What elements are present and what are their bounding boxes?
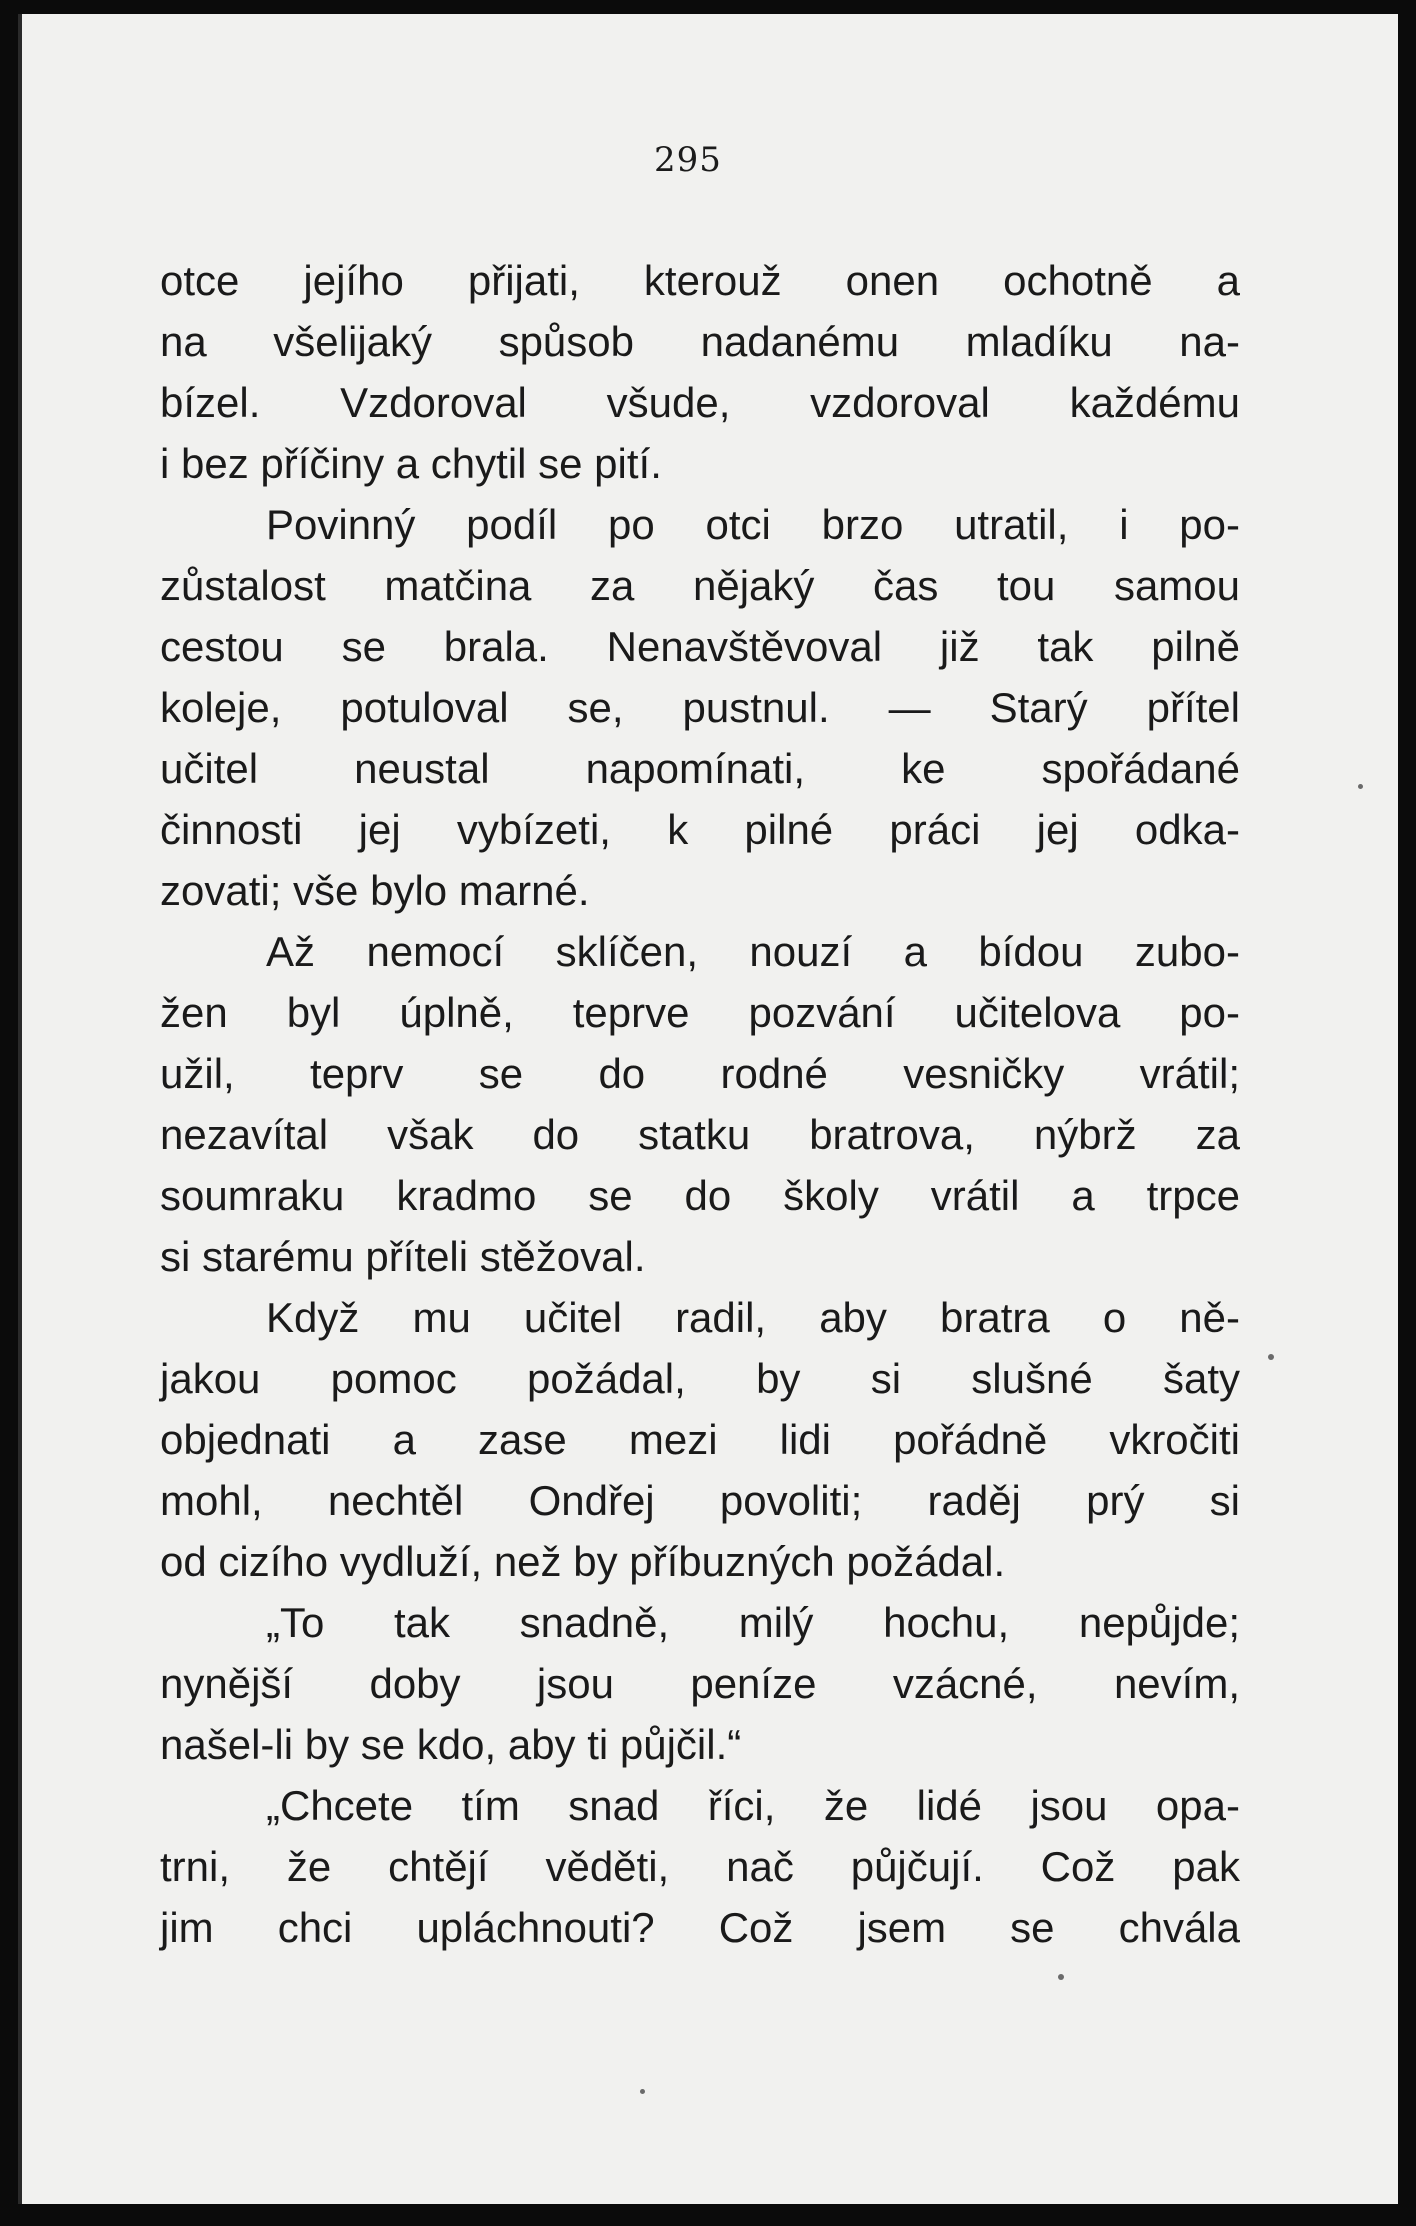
paragraph-start-line: „Chcete tím snad říci, že lidé jsou opa-	[266, 1782, 1240, 1829]
text-line: soumraku kradmo se do školy vrátil a trpce	[160, 1172, 1240, 1219]
page-number: 295	[654, 140, 722, 180]
text-line: i bez příčiny a chytil se pití.	[160, 440, 662, 487]
paragraph-start-line: Když mu učitel radil, aby bratra o ně-	[266, 1294, 1240, 1341]
scan-speck	[1358, 784, 1363, 789]
text-line: trni, že chtějí věděti, nač půjčují. Což pak	[160, 1843, 1240, 1890]
text-line: si starému příteli stěžoval.	[160, 1233, 646, 1280]
paragraph-start-line: „To tak snadně, milý hochu, nepůjde;	[266, 1599, 1240, 1646]
text-line: otce jejího přijati, kterouž onen ochotně a	[160, 257, 1240, 304]
text-line: užil, teprv se do rodné vesničky vrátil;	[160, 1050, 1240, 1097]
text-line: bízel. Vzdoroval všude, vzdoroval každému	[160, 379, 1240, 426]
text-line: nynější doby jsou peníze vzácné, nevím,	[160, 1660, 1240, 1707]
scan-speck	[640, 2089, 645, 2094]
text-line: našel-li by se kdo, aby ti půjčil.“	[160, 1721, 742, 1768]
book-page	[18, 14, 1398, 2204]
text-line: objednati a zase mezi lidi pořádně vkročiti	[160, 1416, 1240, 1463]
text-line: žen byl úplně, teprve pozvání učitelova po-	[160, 989, 1240, 1036]
paragraph-start-line: Povinný podíl po otci brzo utratil, i po-	[266, 501, 1240, 548]
text-line: zovati; vše bylo marné.	[160, 867, 590, 914]
scan-speck	[1058, 1974, 1064, 1980]
text-line: cestou se brala. Nenavštěvoval již tak pilně	[160, 623, 1240, 670]
text-line: nezavítal však do statku bratrova, nýbrž za	[160, 1111, 1240, 1158]
text-line: zůstalost matčina za nějaký čas tou samou	[160, 562, 1240, 609]
text-line: činnosti jej vybízeti, k pilné práci jej odka-	[160, 806, 1240, 853]
text-line: jim chci upláchnouti? Což jsem se chvála	[160, 1904, 1240, 1951]
text-line: jakou pomoc požádal, by si slušné šaty	[160, 1355, 1240, 1402]
text-line: učitel neustal napomínati, ke spořádané	[160, 745, 1240, 792]
scan-speck	[1268, 1354, 1274, 1360]
body-text	[160, 250, 1240, 1958]
text-line: koleje, potuloval se, pustnul. — Starý přítel	[160, 684, 1240, 731]
text-line: mohl, nechtěl Ondřej povoliti; raděj prý si	[160, 1477, 1240, 1524]
page-left-edge	[18, 14, 22, 2204]
text-line: od cizího vydluží, než by příbuzných požádal.	[160, 1538, 1006, 1585]
paragraph-start-line: Až nemocí sklíčen, nouzí a bídou zubo-	[266, 928, 1240, 975]
text-line: na všelijaký spůsob nadanému mladíku na-	[160, 318, 1240, 365]
